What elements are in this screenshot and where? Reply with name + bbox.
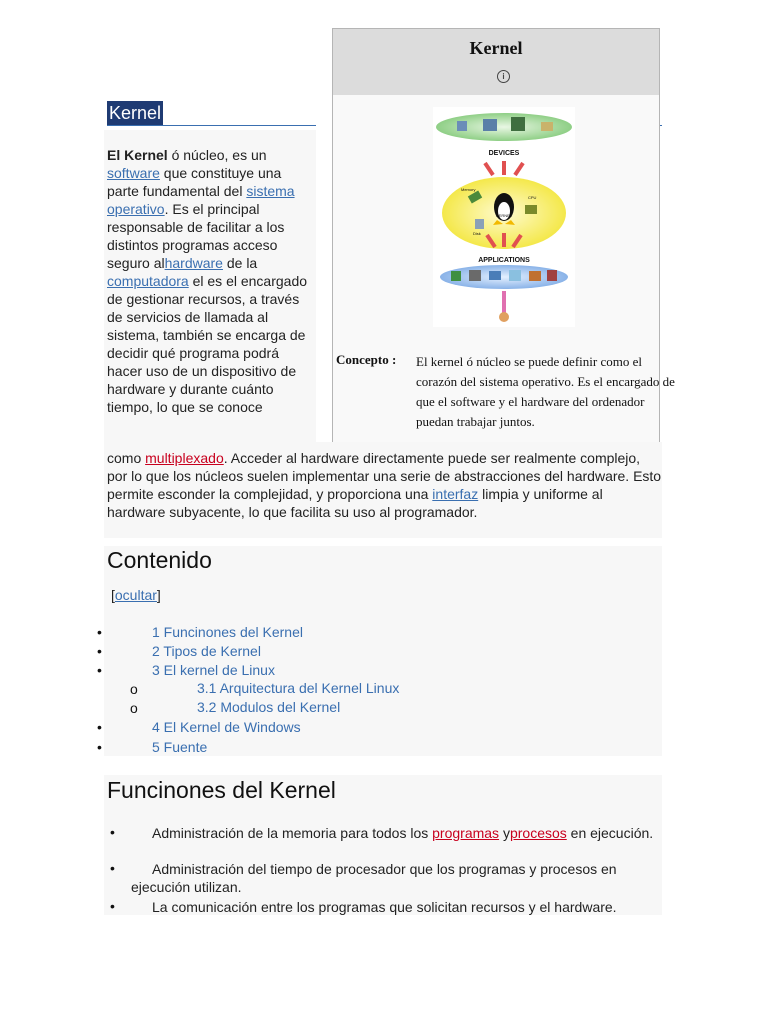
toc-item-arquitectura[interactable]: 3.1 Arquitectura del Kernel Linux xyxy=(197,680,400,696)
cpu-label: CPU xyxy=(528,195,537,200)
toc-item-modulos[interactable]: 3.2 Modulos del Kernel xyxy=(197,699,341,715)
list-bullet: • xyxy=(110,860,115,876)
procesos-link[interactable]: procesos xyxy=(509,825,567,841)
intro-text: el es el encargado de gestionar recursos, a través de servicios de llamada al sistema, también se encarga de decidir qué programa podrá hacer uso de un dispositivo de hardware y durante cuánto tiempo, lo que se conoce xyxy=(107,273,308,415)
intro-text: . Acceder al hardware directamente puede ser realmente complejo, por lo que los núcleos suelen implementar una serie de abstracciones del hardware. Esto permite esconder la complejidad, y proporciona una xyxy=(107,450,662,502)
intro-text: de la xyxy=(222,255,258,271)
toc-bullet: • xyxy=(97,624,102,640)
intro-text: . Es el principal responsable de facilitar a los distintos programas acceso seguro al xyxy=(107,201,285,271)
toc-title: Contenido xyxy=(107,547,212,573)
multiplexado-link[interactable]: multiplexado xyxy=(145,450,224,466)
toc-bullet: • xyxy=(97,719,102,735)
kernel-diagram xyxy=(433,107,575,327)
kernel-label: KERNEL xyxy=(495,213,513,218)
intro-text: que constituye una parte fundamental del xyxy=(107,165,282,199)
computadora-link[interactable]: computadora xyxy=(107,273,189,289)
programas-link[interactable]: programas xyxy=(432,825,500,841)
intro-paragraph-continued xyxy=(107,449,662,521)
funcion-text: y xyxy=(499,825,510,841)
infobox-title: Kernel xyxy=(469,38,523,58)
funcion-item-memoria xyxy=(131,824,661,842)
toc-item-funciones[interactable]: 1 Funcinones del Kernel xyxy=(152,624,303,640)
disk-label: Disk xyxy=(473,231,481,236)
list-bullet: • xyxy=(110,898,115,914)
intro-text: como xyxy=(107,450,146,466)
list-bullet: • xyxy=(110,824,115,840)
concept-label: Concepto : xyxy=(336,352,397,367)
funcion-item-comunicacion: La comunicación entre los programas que solicitan recursos y el hardware. xyxy=(152,899,617,915)
bracket-open: [ xyxy=(111,587,115,603)
intro-text: limpia y uniforme al hardware subyacente, lo que facilita su uso al programador. xyxy=(107,486,603,520)
devices-label: DEVICES xyxy=(488,150,520,157)
intro-bold-term: El Kernel xyxy=(107,147,168,163)
hardware-link[interactable]: hardware xyxy=(164,255,223,271)
bracket-close: ] xyxy=(156,587,161,603)
toc-bullet: • xyxy=(97,643,102,659)
funcion-text: en ejecución. xyxy=(566,825,654,841)
heading-rule-tail xyxy=(660,125,662,126)
toc-item-windows[interactable]: 4 El Kernel de Windows xyxy=(152,719,301,735)
intro-text: ó núcleo, es un xyxy=(167,147,267,163)
toc-item-linux[interactable]: 3 El kernel de Linux xyxy=(152,662,275,678)
funcion-text: Administración de la memoria para todos los xyxy=(152,825,433,841)
concept-text: El kernel ó núcleo se puede definir como el corazón del sistema operativo. Es el encargado de que el software y el hardware del ordenador puedan trabajar juntos. xyxy=(416,354,675,429)
toc-subbullet: o xyxy=(130,700,138,716)
toc-bullet: • xyxy=(97,662,102,678)
page-heading: Kernel xyxy=(109,103,162,123)
info-icon[interactable]: i xyxy=(497,70,510,83)
toc-toggle xyxy=(111,587,161,603)
toc-hide-link[interactable]: ocultar xyxy=(114,587,157,603)
toc-item-fuente[interactable]: 5 Fuente xyxy=(152,739,208,755)
toc-item-tipos[interactable]: 2 Tipos de Kernel xyxy=(152,643,261,659)
sistema-operativo-link[interactable]: sistema operativo xyxy=(107,183,295,217)
funciones-title: Funcinones del Kernel xyxy=(107,777,336,803)
heading-rule xyxy=(107,125,316,126)
memory-label: Memory xyxy=(461,187,476,192)
toc-bullet: • xyxy=(97,739,102,755)
interfaz-link[interactable]: interfaz xyxy=(432,486,479,502)
intro-paragraph xyxy=(107,146,317,416)
applications-label: APPLICATIONS xyxy=(478,257,530,264)
software-link[interactable]: software xyxy=(107,165,160,181)
toc-subbullet: o xyxy=(130,681,138,697)
infobox xyxy=(332,28,675,443)
funcion-item-tiempo: Administración del tiempo de procesador que los programas y procesos en ejecución utilizan. xyxy=(131,861,617,895)
